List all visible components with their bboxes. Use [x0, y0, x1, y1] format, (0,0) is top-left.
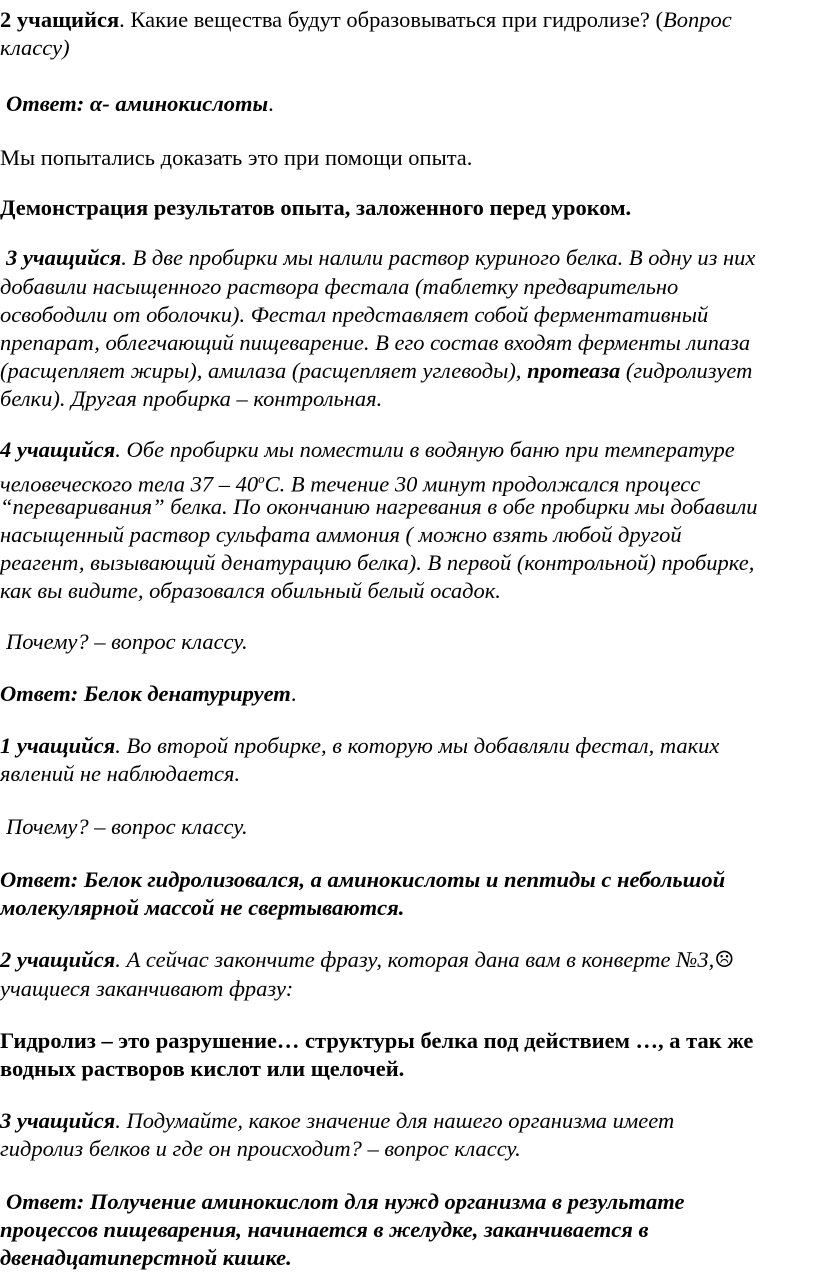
text-segment: человеческого тела 37 – 40 [0, 471, 259, 497]
answer-end: . [268, 91, 274, 116]
answer-end: . [290, 681, 297, 706]
speaker-label: 2 учащийся [0, 947, 116, 972]
text-line: учащиеся заканчивают фразу: [0, 976, 294, 1001]
text-segment: (гидролизует [620, 358, 753, 383]
speaker-label: 1 учащийся [0, 733, 116, 758]
text-line: добавили насыщенного раствора фестала (таблетку предварительно [0, 274, 679, 299]
text-line: явлений не наблюдается. [0, 761, 241, 786]
text-line: препарат, облегчающий пищеварение. В его состав входят ферменты липаза [0, 330, 751, 355]
paragraph-student3-question [0, 1107, 816, 1135]
speaker-label: 3 учащийся [0, 1108, 116, 1133]
text-segment: (расщепляет жиры), амилаза (расщепляет углеводы), [0, 358, 528, 383]
protease-term: протеаза [527, 358, 621, 383]
text-line: . В две пробирки мы налили раствор куриного белка. В одну из них [121, 245, 756, 270]
experiment-intro: Мы попытались доказать это при помощи опыта. [0, 145, 473, 170]
text-line: освободили от оболочки). Фестал представляет собой ферментативный [0, 302, 709, 327]
question-why: Почему? – вопрос классу. [6, 814, 248, 839]
paragraph-student1 [0, 732, 816, 760]
text-line: реагент, вызывающий денатурацию белка). В первой (контрольной) пробирке, [0, 550, 755, 575]
paragraph-student2 [0, 946, 816, 974]
speaker-label: 3 учащийся [6, 245, 122, 270]
text-line: гидролиз белков и где он происходит? – вопрос классу. [0, 1136, 521, 1161]
speaker-label: 2 учащийся [0, 7, 120, 32]
answer-denature [0, 680, 816, 708]
answer-hydrolysis-cont: молекулярной массой не свертываются. [0, 895, 405, 920]
text-line: как вы видите, образовался обильный белый осадок. [0, 578, 501, 603]
hydrolysis-definition: Гидролиз – это разрушение… структуры белка под действием …, а так же [0, 1028, 754, 1053]
text-segment: С. В течение 30 минут продолжался процесс [264, 471, 701, 497]
question-why: Почему? – вопрос классу. [6, 629, 248, 654]
text-line: . Подумайте, какое значение для нашего организма имеет [115, 1108, 675, 1133]
answer-digestion-end: двенадцатиперстной кишке. [0, 1245, 292, 1270]
answer-text: Ответ: Белок денатурирует [0, 681, 291, 706]
text-line: насыщенный раствор сульфата аммония ( можно взять любой другой [0, 522, 682, 547]
text-line: . А сейчас закончите фразу, которая дана вам в конверте №3, [115, 947, 715, 972]
question-note: Вопрос [662, 7, 732, 32]
answer-amino-acids [6, 90, 816, 118]
answer-digestion: Ответ: Получение аминокислот для нужд организма в результате [6, 1189, 685, 1214]
answer-hydrolysis: Ответ: Белок гидролизовался, а аминокислоты и пептиды с небольшой [0, 867, 726, 892]
text-line: . Обе пробирки мы поместили в водяную баню при температуре [115, 437, 735, 462]
section-heading: Демонстрация результатов опыта, заложенного перед уроком. [0, 195, 632, 220]
text-line: белки). Другая пробирка – контрольная. [0, 386, 383, 411]
text-line: “переваривания” белка. По окончанию нагревания в обе пробирки мы добавили [0, 494, 758, 519]
paragraph-question-hydrolysis [0, 6, 816, 34]
hydrolysis-definition-cont: водных растворов кислот или щелочей. [0, 1056, 405, 1081]
text-line: . Во второй пробирке, в которую мы добавляли фестал, таких [115, 733, 720, 758]
frown-icon: ☹ [714, 947, 735, 972]
paragraph-student3 [6, 244, 816, 272]
question-note-cont: классу) [0, 35, 70, 60]
paragraph-student4 [0, 436, 816, 464]
degree-sup: о [258, 471, 265, 486]
answer-text: Ответ: α- аминокислоты [6, 91, 269, 116]
text-line [0, 357, 816, 385]
answer-digestion-cont: процессов пищеварения, начинается в желудке, заканчивается в [0, 1217, 649, 1242]
question-text: . Какие вещества будут образовываться при гидролизе? ( [119, 7, 663, 32]
speaker-label: 4 учащийся [0, 437, 116, 462]
